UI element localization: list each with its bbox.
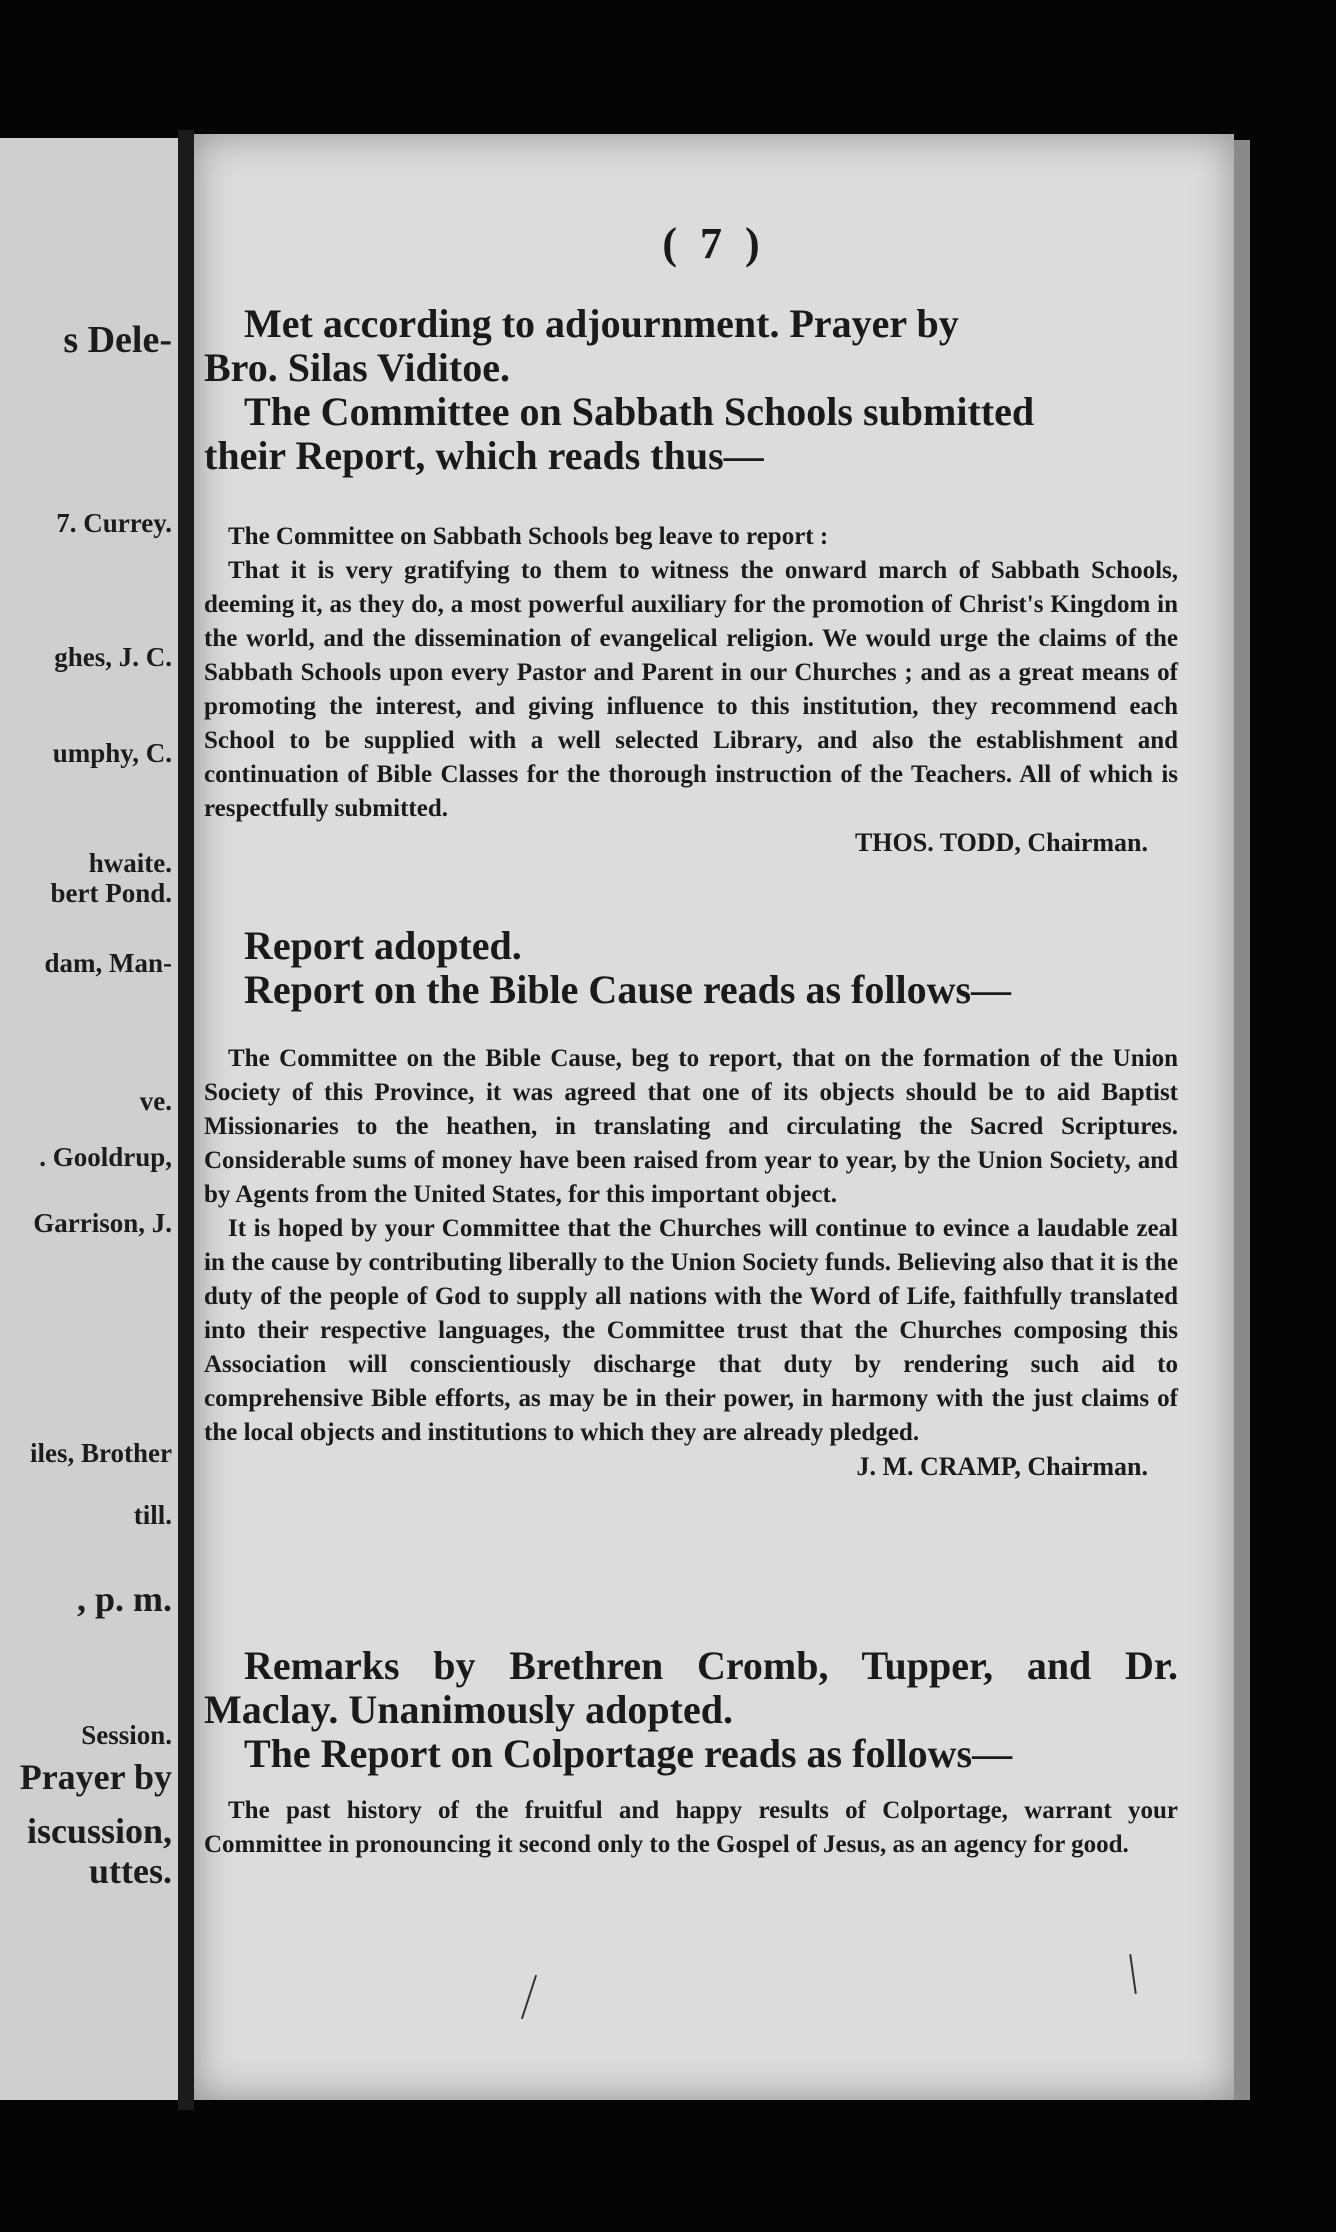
sabbath-report-body: That it is very gratifying to them to witness the onward march of Sabbath Schools, deeming it, as they do, a most powerful auxiliary for the promotion of Christ's Kingdom in the world, and the dissemination of evangelical religion. We would urge the claims of the Sabbath Schools upon every Pastor and Parent in our Churches ; and as a great means of promoting the interest, and giving influence to this institution, they recommend each School to be supplied with a well selected Library, and also the establishment and continuation of Bible Classes for the thorough instruction of the Teachers. All of which is respectfully submitted. <box>204 557 1178 822</box>
left-fragment: hwaite. <box>88 848 172 878</box>
left-fragment: s Dele- <box>63 319 172 361</box>
page-number: ( 7 ) <box>662 219 766 268</box>
left-fragment: , p. m. <box>76 1579 172 1619</box>
bible-report-signature: J. M. CRAMP, Chairman. <box>856 1452 1148 1481</box>
left-fragment: dam, Man- <box>44 948 172 978</box>
page-edge <box>1234 140 1250 2100</box>
report-adopted: Report adopted. <box>244 923 522 968</box>
left-fragment: iscussion, <box>26 1811 172 1851</box>
left-fragment: ghes, J. C. <box>54 642 172 672</box>
sabbath-report <box>204 520 1178 860</box>
sabbath-report-signature: THOS. TODD, Chairman. <box>854 828 1148 857</box>
sabbath-report-intro: The Committee on Sabbath Schools beg leave to report : <box>228 523 829 550</box>
left-fragment: ve. <box>139 1086 172 1116</box>
bible-report <box>204 1042 1178 1484</box>
left-fragment: till. <box>133 1500 172 1530</box>
opening-line-2: Bro. Silas Viditoe. <box>204 345 510 390</box>
left-page-fragment <box>0 138 182 2100</box>
left-fragment: 7. Currey. <box>56 508 172 538</box>
mid-section-1 <box>204 924 1178 1012</box>
colportage-heading: The Report on Colportage reads as follows— <box>244 1731 1013 1776</box>
opening-line-1: Met according to adjournment. Prayer by <box>244 301 959 346</box>
bible-report-para-1: The Committee on the Bible Cause, beg to report, that on the formation of the Union Society of this Province, it was agreed that one of its objects should be to aid Baptist Missionaries to the heathen, in translating and circulating the Sacred Scriptures. Considerable sums of money have been raised from year to year, by the Union Society, and by Agents from the United States, for this important object. <box>204 1045 1178 1208</box>
left-fragment: Session. <box>81 1720 172 1750</box>
book-gutter <box>178 130 194 2110</box>
bible-report-para-2: It is hoped by your Committee that the Churches will continue to evince a laudable zeal in the cause by contributing liberally to the Union Society funds. Believing also that it is the duty of the people of God to supply all nations with the Word of Life, faithfully translated into their respective languages, the Committee trust that the Churches composing this Association will conscientiously discharge that duty by rendering such aid to comprehensive Bible efforts, as may be in their power, in harmony with the just claims of the local objects and institutions to which they are already pledged. <box>204 1215 1178 1446</box>
opening-section <box>204 302 1178 478</box>
colportage-report-para-1: The past history of the fruitful and happy results of Colportage, warrant your Committee in pronouncing it second only to the Gospel of Jesus, as an agency for good. <box>204 1797 1178 1858</box>
pen-mark <box>1129 1954 1137 1994</box>
book-page <box>194 134 1234 2100</box>
left-fragment: umphy, C. <box>52 738 172 768</box>
mid-section-2 <box>204 1644 1178 1776</box>
bible-cause-heading: Report on the Bible Cause reads as follows— <box>244 967 1012 1012</box>
remarks-line: Remarks by Brethren Cromb, Tupper, and Dr. Maclay. Unanimously adopted. <box>204 1643 1178 1732</box>
left-fragment: Garrison, J. <box>33 1208 172 1238</box>
colportage-report <box>204 1794 1178 1862</box>
opening-line-4: their Report, which reads thus— <box>204 433 764 478</box>
left-fragment: iles, Brother <box>30 1438 172 1468</box>
left-fragment: . Gooldrup, <box>39 1142 172 1172</box>
pen-mark <box>521 1975 537 2019</box>
left-fragment: bert Pond. <box>50 878 172 908</box>
opening-line-3: The Committee on Sabbath Schools submitted <box>244 389 1035 434</box>
left-fragment: Prayer by <box>19 1757 172 1797</box>
left-fragment: uttes. <box>89 1851 172 1891</box>
